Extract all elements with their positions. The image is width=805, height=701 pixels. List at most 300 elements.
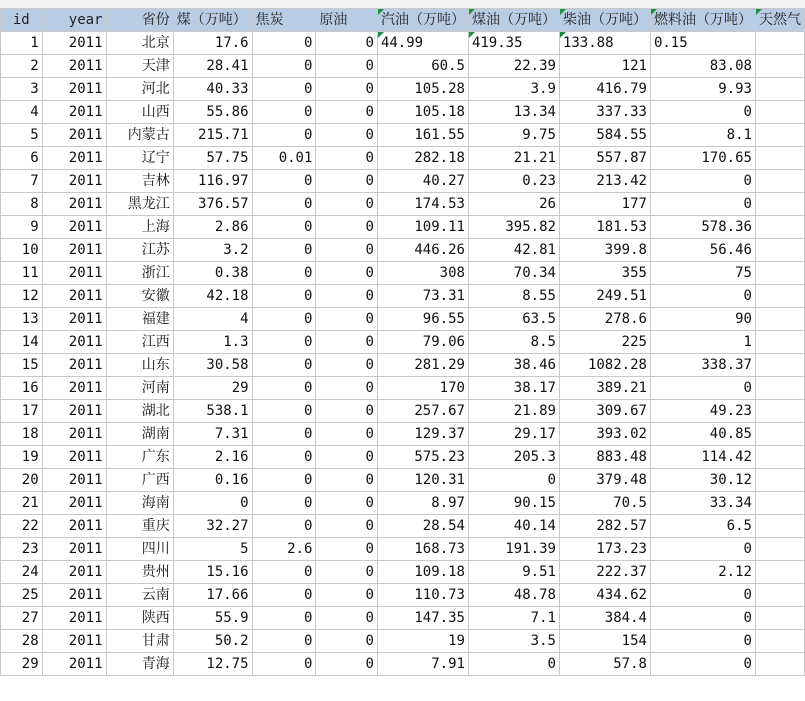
cell-fuel-oil[interactable]: 0 <box>650 538 755 561</box>
cell-province[interactable]: 甘肃 <box>106 630 173 653</box>
header-coal[interactable]: 煤（万吨） <box>173 9 252 32</box>
cell-gasoline[interactable]: 168.73 <box>377 538 468 561</box>
cell-province[interactable]: 福建 <box>106 308 173 331</box>
cell-diesel[interactable]: 213.42 <box>559 170 650 193</box>
header-fuel-oil[interactable]: 燃料油（万吨） <box>650 9 755 32</box>
cell-coal[interactable]: 7.31 <box>173 423 252 446</box>
cell-id[interactable]: 25 <box>1 584 43 607</box>
cell-crude-oil[interactable]: 0 <box>316 331 378 354</box>
cell-kerosene[interactable]: 63.5 <box>468 308 559 331</box>
cell-id[interactable]: 28 <box>1 630 43 653</box>
cell-id[interactable]: 8 <box>1 193 43 216</box>
cell-coal[interactable]: 30.58 <box>173 354 252 377</box>
cell-fuel-oil[interactable]: 90 <box>650 308 755 331</box>
cell-year[interactable]: 2011 <box>42 446 106 469</box>
cell-diesel[interactable]: 154 <box>559 630 650 653</box>
cell-coal[interactable]: 15.16 <box>173 561 252 584</box>
header-natural-gas[interactable]: 天然气 <box>755 9 804 32</box>
cell-coal[interactable]: 0 <box>173 492 252 515</box>
cell-coal[interactable]: 17.66 <box>173 584 252 607</box>
cell-kerosene[interactable]: 191.39 <box>468 538 559 561</box>
cell-natural-gas[interactable] <box>755 538 804 561</box>
cell-coal[interactable]: 116.97 <box>173 170 252 193</box>
cell-coke[interactable]: 0 <box>252 515 316 538</box>
cell-crude-oil[interactable]: 0 <box>316 653 378 676</box>
cell-id[interactable]: 4 <box>1 101 43 124</box>
cell-year[interactable]: 2011 <box>42 262 106 285</box>
cell-crude-oil[interactable]: 0 <box>316 377 378 400</box>
cell-diesel[interactable]: 282.57 <box>559 515 650 538</box>
cell-crude-oil[interactable]: 0 <box>316 193 378 216</box>
cell-id[interactable]: 22 <box>1 515 43 538</box>
cell-coke[interactable]: 0 <box>252 492 316 515</box>
cell-coal[interactable]: 2.86 <box>173 216 252 239</box>
cell-coke[interactable]: 0 <box>252 653 316 676</box>
cell-year[interactable]: 2011 <box>42 78 106 101</box>
cell-id[interactable]: 15 <box>1 354 43 377</box>
cell-diesel[interactable]: 337.33 <box>559 101 650 124</box>
cell-coal[interactable]: 42.18 <box>173 285 252 308</box>
cell-gasoline[interactable]: 281.29 <box>377 354 468 377</box>
cell-id[interactable]: 19 <box>1 446 43 469</box>
cell-province[interactable]: 浙江 <box>106 262 173 285</box>
cell-natural-gas[interactable] <box>755 32 804 55</box>
cell-year[interactable]: 2011 <box>42 400 106 423</box>
cell-coal[interactable]: 40.33 <box>173 78 252 101</box>
cell-id[interactable]: 20 <box>1 469 43 492</box>
cell-gasoline[interactable]: 60.5 <box>377 55 468 78</box>
cell-natural-gas[interactable] <box>755 515 804 538</box>
cell-coal[interactable]: 376.57 <box>173 193 252 216</box>
cell-fuel-oil[interactable]: 2.12 <box>650 561 755 584</box>
cell-province[interactable]: 云南 <box>106 584 173 607</box>
cell-coke[interactable]: 0 <box>252 193 316 216</box>
cell-diesel[interactable]: 222.37 <box>559 561 650 584</box>
cell-gasoline[interactable]: 105.28 <box>377 78 468 101</box>
cell-crude-oil[interactable]: 0 <box>316 630 378 653</box>
cell-crude-oil[interactable]: 0 <box>316 607 378 630</box>
cell-kerosene[interactable]: 13.34 <box>468 101 559 124</box>
cell-coal[interactable]: 55.86 <box>173 101 252 124</box>
cell-kerosene[interactable]: 0 <box>468 653 559 676</box>
cell-year[interactable]: 2011 <box>42 561 106 584</box>
cell-kerosene[interactable]: 8.5 <box>468 331 559 354</box>
cell-coal[interactable]: 5 <box>173 538 252 561</box>
cell-coal[interactable]: 1.3 <box>173 331 252 354</box>
cell-diesel[interactable]: 249.51 <box>559 285 650 308</box>
cell-natural-gas[interactable] <box>755 377 804 400</box>
cell-year[interactable]: 2011 <box>42 492 106 515</box>
cell-crude-oil[interactable]: 0 <box>316 469 378 492</box>
cell-gasoline[interactable]: 105.18 <box>377 101 468 124</box>
cell-diesel[interactable]: 181.53 <box>559 216 650 239</box>
cell-coke[interactable]: 0 <box>252 400 316 423</box>
cell-coal[interactable]: 57.75 <box>173 147 252 170</box>
cell-fuel-oil[interactable]: 0 <box>650 170 755 193</box>
cell-year[interactable]: 2011 <box>42 216 106 239</box>
header-coke[interactable]: 焦炭 <box>252 9 316 32</box>
cell-coal[interactable]: 29 <box>173 377 252 400</box>
cell-crude-oil[interactable]: 0 <box>316 32 378 55</box>
cell-year[interactable]: 2011 <box>42 423 106 446</box>
cell-coke[interactable]: 0 <box>252 584 316 607</box>
cell-province[interactable]: 黑龙江 <box>106 193 173 216</box>
cell-coke[interactable]: 0 <box>252 377 316 400</box>
cell-diesel[interactable]: 416.79 <box>559 78 650 101</box>
cell-coke[interactable]: 0 <box>252 331 316 354</box>
header-id[interactable]: id <box>1 9 43 32</box>
cell-province[interactable]: 安徽 <box>106 285 173 308</box>
cell-province[interactable]: 陕西 <box>106 607 173 630</box>
cell-natural-gas[interactable] <box>755 124 804 147</box>
cell-id[interactable]: 13 <box>1 308 43 331</box>
cell-fuel-oil[interactable]: 30.12 <box>650 469 755 492</box>
cell-province[interactable]: 上海 <box>106 216 173 239</box>
cell-id[interactable]: 11 <box>1 262 43 285</box>
cell-province[interactable]: 广西 <box>106 469 173 492</box>
cell-province[interactable]: 四川 <box>106 538 173 561</box>
cell-id[interactable]: 21 <box>1 492 43 515</box>
cell-diesel[interactable]: 557.87 <box>559 147 650 170</box>
cell-fuel-oil[interactable]: 114.42 <box>650 446 755 469</box>
cell-coal[interactable]: 2.16 <box>173 446 252 469</box>
cell-id[interactable]: 6 <box>1 147 43 170</box>
cell-year[interactable]: 2011 <box>42 331 106 354</box>
cell-fuel-oil[interactable]: 0 <box>650 584 755 607</box>
cell-natural-gas[interactable] <box>755 653 804 676</box>
cell-natural-gas[interactable] <box>755 101 804 124</box>
cell-natural-gas[interactable] <box>755 492 804 515</box>
cell-coke[interactable]: 0 <box>252 239 316 262</box>
cell-id[interactable]: 2 <box>1 55 43 78</box>
cell-coke[interactable]: 0.01 <box>252 147 316 170</box>
cell-natural-gas[interactable] <box>755 239 804 262</box>
cell-id[interactable]: 17 <box>1 400 43 423</box>
cell-year[interactable]: 2011 <box>42 124 106 147</box>
cell-province[interactable]: 天津 <box>106 55 173 78</box>
cell-fuel-oil[interactable]: 0 <box>650 607 755 630</box>
cell-diesel[interactable]: 883.48 <box>559 446 650 469</box>
cell-province[interactable]: 江西 <box>106 331 173 354</box>
cell-diesel[interactable]: 70.5 <box>559 492 650 515</box>
cell-diesel[interactable]: 584.55 <box>559 124 650 147</box>
cell-gasoline[interactable]: 174.53 <box>377 193 468 216</box>
cell-kerosene[interactable]: 9.75 <box>468 124 559 147</box>
cell-natural-gas[interactable] <box>755 193 804 216</box>
cell-kerosene[interactable]: 395.82 <box>468 216 559 239</box>
cell-natural-gas[interactable] <box>755 630 804 653</box>
cell-province[interactable]: 青海 <box>106 653 173 676</box>
cell-diesel[interactable]: 384.4 <box>559 607 650 630</box>
cell-natural-gas[interactable] <box>755 561 804 584</box>
cell-crude-oil[interactable]: 0 <box>316 308 378 331</box>
cell-gasoline[interactable]: 109.11 <box>377 216 468 239</box>
cell-diesel[interactable]: 121 <box>559 55 650 78</box>
cell-fuel-oil[interactable]: 0.15 <box>650 32 755 55</box>
cell-coke[interactable]: 0 <box>252 55 316 78</box>
cell-diesel[interactable]: 225 <box>559 331 650 354</box>
cell-fuel-oil[interactable]: 338.37 <box>650 354 755 377</box>
cell-natural-gas[interactable] <box>755 308 804 331</box>
cell-natural-gas[interactable] <box>755 469 804 492</box>
cell-coke[interactable]: 0 <box>252 607 316 630</box>
cell-natural-gas[interactable] <box>755 354 804 377</box>
cell-fuel-oil[interactable]: 1 <box>650 331 755 354</box>
cell-crude-oil[interactable]: 0 <box>316 285 378 308</box>
cell-fuel-oil[interactable]: 8.1 <box>650 124 755 147</box>
cell-fuel-oil[interactable]: 49.23 <box>650 400 755 423</box>
cell-crude-oil[interactable]: 0 <box>316 239 378 262</box>
cell-natural-gas[interactable] <box>755 170 804 193</box>
cell-kerosene[interactable]: 40.14 <box>468 515 559 538</box>
cell-crude-oil[interactable]: 0 <box>316 515 378 538</box>
header-province[interactable]: 省份 <box>106 9 173 32</box>
cell-province[interactable]: 辽宁 <box>106 147 173 170</box>
cell-diesel[interactable]: 355 <box>559 262 650 285</box>
cell-coke[interactable]: 0 <box>252 308 316 331</box>
cell-fuel-oil[interactable]: 83.08 <box>650 55 755 78</box>
cell-coal[interactable]: 28.41 <box>173 55 252 78</box>
cell-natural-gas[interactable] <box>755 216 804 239</box>
cell-crude-oil[interactable]: 0 <box>316 584 378 607</box>
cell-coal[interactable]: 0.38 <box>173 262 252 285</box>
cell-id[interactable]: 7 <box>1 170 43 193</box>
cell-gasoline[interactable]: 44.99 <box>377 32 468 55</box>
cell-natural-gas[interactable] <box>755 78 804 101</box>
cell-year[interactable]: 2011 <box>42 32 106 55</box>
cell-fuel-oil[interactable]: 33.34 <box>650 492 755 515</box>
cell-natural-gas[interactable] <box>755 331 804 354</box>
cell-crude-oil[interactable]: 0 <box>316 78 378 101</box>
cell-diesel[interactable]: 393.02 <box>559 423 650 446</box>
cell-id[interactable]: 27 <box>1 607 43 630</box>
cell-kerosene[interactable]: 26 <box>468 193 559 216</box>
cell-province[interactable]: 贵州 <box>106 561 173 584</box>
cell-id[interactable]: 10 <box>1 239 43 262</box>
header-gasoline[interactable]: 汽油（万吨） <box>377 9 468 32</box>
cell-fuel-oil[interactable]: 75 <box>650 262 755 285</box>
cell-natural-gas[interactable] <box>755 285 804 308</box>
cell-crude-oil[interactable]: 0 <box>316 55 378 78</box>
cell-kerosene[interactable]: 70.34 <box>468 262 559 285</box>
cell-diesel[interactable]: 434.62 <box>559 584 650 607</box>
cell-diesel[interactable]: 1082.28 <box>559 354 650 377</box>
cell-fuel-oil[interactable]: 0 <box>650 101 755 124</box>
cell-diesel[interactable]: 177 <box>559 193 650 216</box>
cell-gasoline[interactable]: 147.35 <box>377 607 468 630</box>
cell-natural-gas[interactable] <box>755 446 804 469</box>
cell-coal[interactable]: 32.27 <box>173 515 252 538</box>
cell-fuel-oil[interactable]: 578.36 <box>650 216 755 239</box>
header-diesel[interactable]: 柴油（万吨） <box>559 9 650 32</box>
cell-crude-oil[interactable]: 0 <box>316 492 378 515</box>
cell-fuel-oil[interactable]: 0 <box>650 285 755 308</box>
cell-natural-gas[interactable] <box>755 400 804 423</box>
cell-gasoline[interactable]: 308 <box>377 262 468 285</box>
cell-coke[interactable]: 0 <box>252 285 316 308</box>
cell-gasoline[interactable]: 7.91 <box>377 653 468 676</box>
cell-id[interactable]: 16 <box>1 377 43 400</box>
cell-year[interactable]: 2011 <box>42 653 106 676</box>
cell-diesel[interactable]: 57.8 <box>559 653 650 676</box>
cell-natural-gas[interactable] <box>755 55 804 78</box>
cell-crude-oil[interactable]: 0 <box>316 216 378 239</box>
cell-gasoline[interactable]: 110.73 <box>377 584 468 607</box>
cell-crude-oil[interactable]: 0 <box>316 354 378 377</box>
cell-province[interactable]: 山东 <box>106 354 173 377</box>
cell-coal[interactable]: 215.71 <box>173 124 252 147</box>
cell-kerosene[interactable]: 48.78 <box>468 584 559 607</box>
cell-year[interactable]: 2011 <box>42 55 106 78</box>
header-kerosene[interactable]: 煤油（万吨） <box>468 9 559 32</box>
cell-coke[interactable]: 0 <box>252 170 316 193</box>
cell-gasoline[interactable]: 575.23 <box>377 446 468 469</box>
cell-kerosene[interactable]: 22.39 <box>468 55 559 78</box>
cell-gasoline[interactable]: 79.06 <box>377 331 468 354</box>
cell-gasoline[interactable]: 28.54 <box>377 515 468 538</box>
cell-kerosene[interactable]: 0.23 <box>468 170 559 193</box>
cell-coal[interactable]: 4 <box>173 308 252 331</box>
cell-year[interactable]: 2011 <box>42 630 106 653</box>
cell-kerosene[interactable]: 21.89 <box>468 400 559 423</box>
cell-coal[interactable]: 538.1 <box>173 400 252 423</box>
cell-province[interactable]: 湖南 <box>106 423 173 446</box>
cell-crude-oil[interactable]: 0 <box>316 423 378 446</box>
cell-gasoline[interactable]: 8.97 <box>377 492 468 515</box>
cell-kerosene[interactable]: 419.35 <box>468 32 559 55</box>
cell-gasoline[interactable]: 129.37 <box>377 423 468 446</box>
cell-province[interactable]: 广东 <box>106 446 173 469</box>
cell-year[interactable]: 2011 <box>42 147 106 170</box>
cell-year[interactable]: 2011 <box>42 584 106 607</box>
cell-province[interactable]: 海南 <box>106 492 173 515</box>
cell-coke[interactable]: 0 <box>252 101 316 124</box>
cell-province[interactable]: 湖北 <box>106 400 173 423</box>
cell-gasoline[interactable]: 73.31 <box>377 285 468 308</box>
cell-crude-oil[interactable]: 0 <box>316 446 378 469</box>
cell-coke[interactable]: 0 <box>252 262 316 285</box>
cell-province[interactable]: 河南 <box>106 377 173 400</box>
cell-gasoline[interactable]: 282.18 <box>377 147 468 170</box>
cell-year[interactable]: 2011 <box>42 469 106 492</box>
cell-crude-oil[interactable]: 0 <box>316 170 378 193</box>
cell-natural-gas[interactable] <box>755 423 804 446</box>
cell-province[interactable]: 重庆 <box>106 515 173 538</box>
cell-diesel[interactable]: 278.6 <box>559 308 650 331</box>
cell-coke[interactable]: 0 <box>252 446 316 469</box>
cell-fuel-oil[interactable]: 0 <box>650 377 755 400</box>
cell-kerosene[interactable]: 0 <box>468 469 559 492</box>
cell-diesel[interactable]: 379.48 <box>559 469 650 492</box>
cell-id[interactable]: 1 <box>1 32 43 55</box>
cell-kerosene[interactable]: 8.55 <box>468 285 559 308</box>
cell-year[interactable]: 2011 <box>42 377 106 400</box>
cell-province[interactable]: 内蒙古 <box>106 124 173 147</box>
cell-kerosene[interactable]: 38.17 <box>468 377 559 400</box>
cell-crude-oil[interactable]: 0 <box>316 561 378 584</box>
cell-crude-oil[interactable]: 0 <box>316 147 378 170</box>
cell-kerosene[interactable]: 7.1 <box>468 607 559 630</box>
cell-coal[interactable]: 55.9 <box>173 607 252 630</box>
cell-kerosene[interactable]: 3.5 <box>468 630 559 653</box>
cell-crude-oil[interactable]: 0 <box>316 538 378 561</box>
cell-year[interactable]: 2011 <box>42 170 106 193</box>
cell-province[interactable]: 吉林 <box>106 170 173 193</box>
cell-kerosene[interactable]: 42.81 <box>468 239 559 262</box>
cell-year[interactable]: 2011 <box>42 193 106 216</box>
cell-kerosene[interactable]: 3.9 <box>468 78 559 101</box>
cell-diesel[interactable]: 173.23 <box>559 538 650 561</box>
cell-id[interactable]: 24 <box>1 561 43 584</box>
cell-id[interactable]: 29 <box>1 653 43 676</box>
cell-gasoline[interactable]: 40.27 <box>377 170 468 193</box>
cell-coal[interactable]: 0.16 <box>173 469 252 492</box>
cell-natural-gas[interactable] <box>755 262 804 285</box>
cell-year[interactable]: 2011 <box>42 308 106 331</box>
cell-kerosene[interactable]: 90.15 <box>468 492 559 515</box>
cell-coal[interactable]: 12.75 <box>173 653 252 676</box>
cell-kerosene[interactable]: 29.17 <box>468 423 559 446</box>
cell-gasoline[interactable]: 120.31 <box>377 469 468 492</box>
cell-year[interactable]: 2011 <box>42 607 106 630</box>
cell-fuel-oil[interactable]: 56.46 <box>650 239 755 262</box>
cell-province[interactable]: 山西 <box>106 101 173 124</box>
cell-fuel-oil[interactable]: 0 <box>650 193 755 216</box>
cell-province[interactable]: 河北 <box>106 78 173 101</box>
cell-coke[interactable]: 0 <box>252 423 316 446</box>
cell-year[interactable]: 2011 <box>42 285 106 308</box>
spreadsheet-grid[interactable] <box>0 8 805 676</box>
cell-coke[interactable]: 0 <box>252 216 316 239</box>
cell-province[interactable]: 江苏 <box>106 239 173 262</box>
cell-coke[interactable]: 0 <box>252 78 316 101</box>
cell-year[interactable]: 2011 <box>42 101 106 124</box>
cell-fuel-oil[interactable]: 9.93 <box>650 78 755 101</box>
cell-diesel[interactable]: 309.67 <box>559 400 650 423</box>
cell-id[interactable]: 23 <box>1 538 43 561</box>
cell-natural-gas[interactable] <box>755 147 804 170</box>
cell-gasoline[interactable]: 96.55 <box>377 308 468 331</box>
cell-fuel-oil[interactable]: 0 <box>650 630 755 653</box>
cell-diesel[interactable]: 133.88 <box>559 32 650 55</box>
cell-natural-gas[interactable] <box>755 607 804 630</box>
cell-coke[interactable]: 0 <box>252 630 316 653</box>
cell-gasoline[interactable]: 446.26 <box>377 239 468 262</box>
cell-kerosene[interactable]: 38.46 <box>468 354 559 377</box>
cell-coal[interactable]: 3.2 <box>173 239 252 262</box>
cell-crude-oil[interactable]: 0 <box>316 124 378 147</box>
cell-coal[interactable]: 50.2 <box>173 630 252 653</box>
cell-kerosene[interactable]: 9.51 <box>468 561 559 584</box>
cell-coal[interactable]: 17.6 <box>173 32 252 55</box>
cell-id[interactable]: 3 <box>1 78 43 101</box>
cell-kerosene[interactable]: 205.3 <box>468 446 559 469</box>
cell-coke[interactable]: 0 <box>252 124 316 147</box>
cell-coke[interactable]: 2.6 <box>252 538 316 561</box>
cell-natural-gas[interactable] <box>755 584 804 607</box>
cell-fuel-oil[interactable]: 0 <box>650 653 755 676</box>
cell-coke[interactable]: 0 <box>252 32 316 55</box>
cell-id[interactable]: 9 <box>1 216 43 239</box>
cell-year[interactable]: 2011 <box>42 354 106 377</box>
header-year[interactable]: year <box>42 9 106 32</box>
cell-year[interactable]: 2011 <box>42 239 106 262</box>
cell-fuel-oil[interactable]: 170.65 <box>650 147 755 170</box>
cell-gasoline[interactable]: 19 <box>377 630 468 653</box>
cell-kerosene[interactable]: 21.21 <box>468 147 559 170</box>
cell-crude-oil[interactable]: 0 <box>316 262 378 285</box>
cell-id[interactable]: 5 <box>1 124 43 147</box>
